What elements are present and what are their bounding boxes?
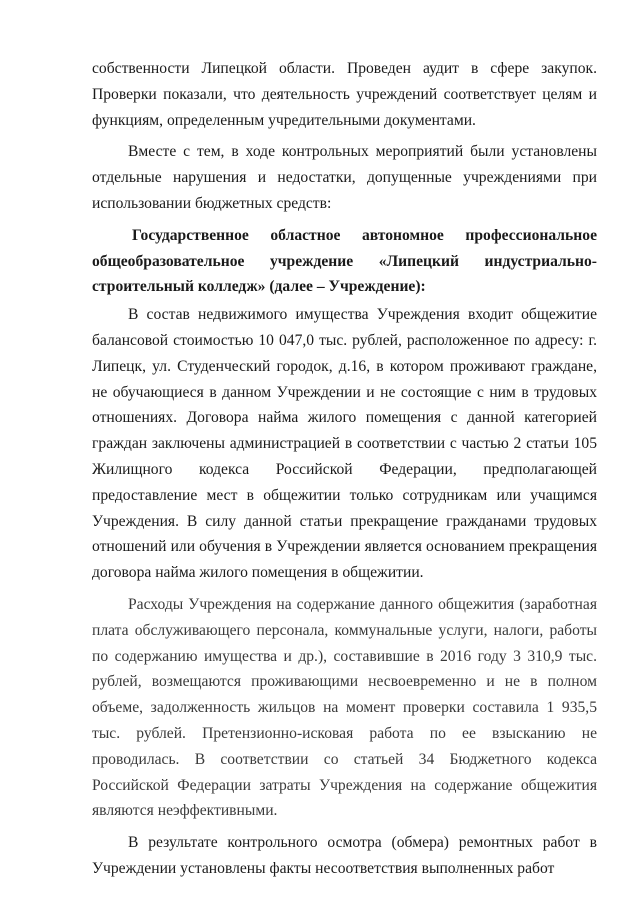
- paragraph-inspection: В результате контрольного осмотра (обмера) ремонтных работ в Учреждении установлены факты несоответствия выполненных работ: [92, 834, 597, 877]
- paragraph-dormitory-expenses: Расходы Учреждения на содержание данного общежития (заработная плата обслуживающего персонала, коммунальные услуги, налоги, работы по содержанию имущества и др.), составившие в 2016 году 3 310,9 тыс. рублей, возмещаются проживающими несвоевременно и не в полном объеме, задолженность жильцов на момент проверки составила 1 935,5 тыс. рублей. Претензионно-исковая работа по ее взысканию не проводилась. В соответствии со статьей 34 Бюджетного кодекса Российской Федерации затраты Учреждения на содержание общежития являются неэффективными.: [92, 595, 597, 820]
- paragraph-dormitory: В состав недвижимого имущества Учреждения входит общежитие балансовой стоимостью 10 047,0 тыс. рублей, расположенное по адресу: г. Липецк, ул. Студенческий городок, д.16, в котором проживают граждане, не обучающиеся в данном Учреждении и не состоящие с ним в трудовых отношениях. Договора найма жилого помещения с данной категорией граждан заключены администрацией в соответствии с частью 2 статьи 105 Жилищного кодекса Российской Федерации, предполагающей предоставление мест в общежитии только сотрудникам или учащимся Учреждения. В силу данной статьи прекращение гражданами трудовых отношений или обучения в Учреждении является основанием прекращения договора найма жилого помещения в общежитии.: [92, 306, 597, 582]
- section-heading-institution: Государственное областное автономное профессиональное общеобразовательное учреждение «Липецкий индустриально-строительный колледж» (далее – Учреждение):: [92, 226, 597, 296]
- document-body: [92, 56, 597, 888]
- paragraph-property-audit: собственности Липецкой области. Проведен аудит в сфере закупок. Проверки показали, что деятельность учреждений соответствует целям и функциям, определенным учредительными документами.: [92, 60, 597, 129]
- paragraph-violations-intro: Вместе с тем, в ходе контрольных мероприятий были установлены отдельные нарушения и недостатки, допущенные учреждениями при использовании бюджетных средств:: [92, 143, 597, 212]
